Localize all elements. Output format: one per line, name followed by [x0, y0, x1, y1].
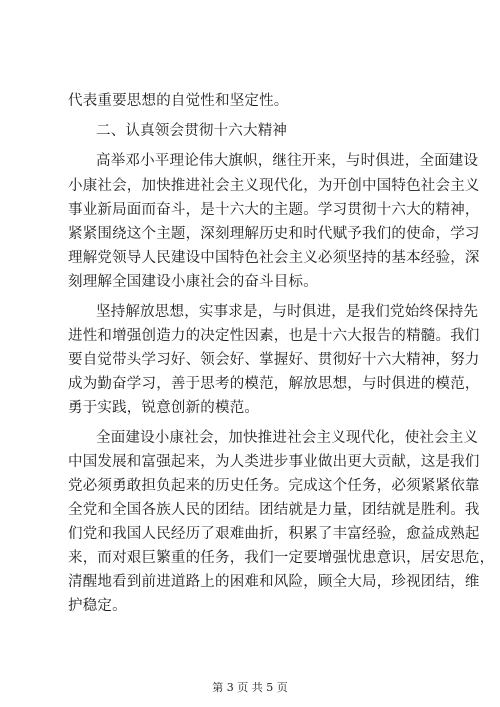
page-number-footer: 第 3 页 共 5 页 [212, 681, 288, 694]
body-text-line: 小康社会，加快推进社会主义现代化，为开创中国特色社会主义 [68, 178, 480, 194]
body-text-line: 成为勤奋学习，善于思考的模范，解放思想，与时俱进的模范， [68, 376, 480, 392]
body-text-line: 进性和增强创造力的决定性因素，也是十六大报告的精髓。我们 [68, 328, 480, 344]
body-text-line: 代表重要思想的自觉性和坚定性。 [68, 93, 289, 109]
body-text-line: 党必须勇敢担负起来的历史任务。完成这个任务，必须紧紧依靠 [68, 478, 480, 494]
body-text-line: 全党和全国各族人民的团结。团结就是力量，团结就是胜利。我 [68, 502, 480, 518]
section-heading: 二、认真领会贯彻十六大精神 [96, 123, 288, 139]
body-text-line: 要自觉带头学习好、领会好、掌握好、贯彻好十六大精神，努力 [68, 352, 480, 368]
body-text-line: 护稳定。 [68, 598, 127, 614]
body-text-line: 事业新局面而奋斗，是十六大的主题。学习贯彻十六大的精神， [68, 202, 480, 218]
body-text-line: 来，而对艰巨繁重的任务，我们一定要增强忧患意识，居安思危， [68, 550, 495, 566]
body-text-line: 勇于实践，锐意创新的模范。 [68, 400, 260, 416]
body-text-line: 坚持解放思想，实事求是，与时俱进，是我们党始终保持先 [96, 304, 479, 320]
body-text-line: 理解党领导人民建设中国特色社会主义必须坚持的基本经验，深 [68, 250, 480, 266]
body-text-line: 们党和我国人民经历了艰难曲折，积累了丰富经验，愈益成熟起 [68, 526, 480, 542]
body-text-line: 紧紧围绕这个主题，深刻理解历史和时代赋予我们的使命，学习 [68, 226, 480, 242]
body-text-line: 中国发展和富强起来，为人类进步事业做出更大贡献，这是我们 [68, 454, 480, 470]
body-text-line: 全面建设小康社会，加快推进社会主义现代化，使社会主义 [96, 430, 479, 446]
body-text-line: 清醒地看到前进道路上的困难和风险，顾全大局，珍视团结，维 [68, 574, 480, 590]
body-text-line: 高举邓小平理论伟大旗帜，继往开来，与时俱进，全面建设 [96, 153, 479, 169]
body-text-line: 刻理解全国建设小康社会的奋斗目标。 [68, 274, 318, 290]
